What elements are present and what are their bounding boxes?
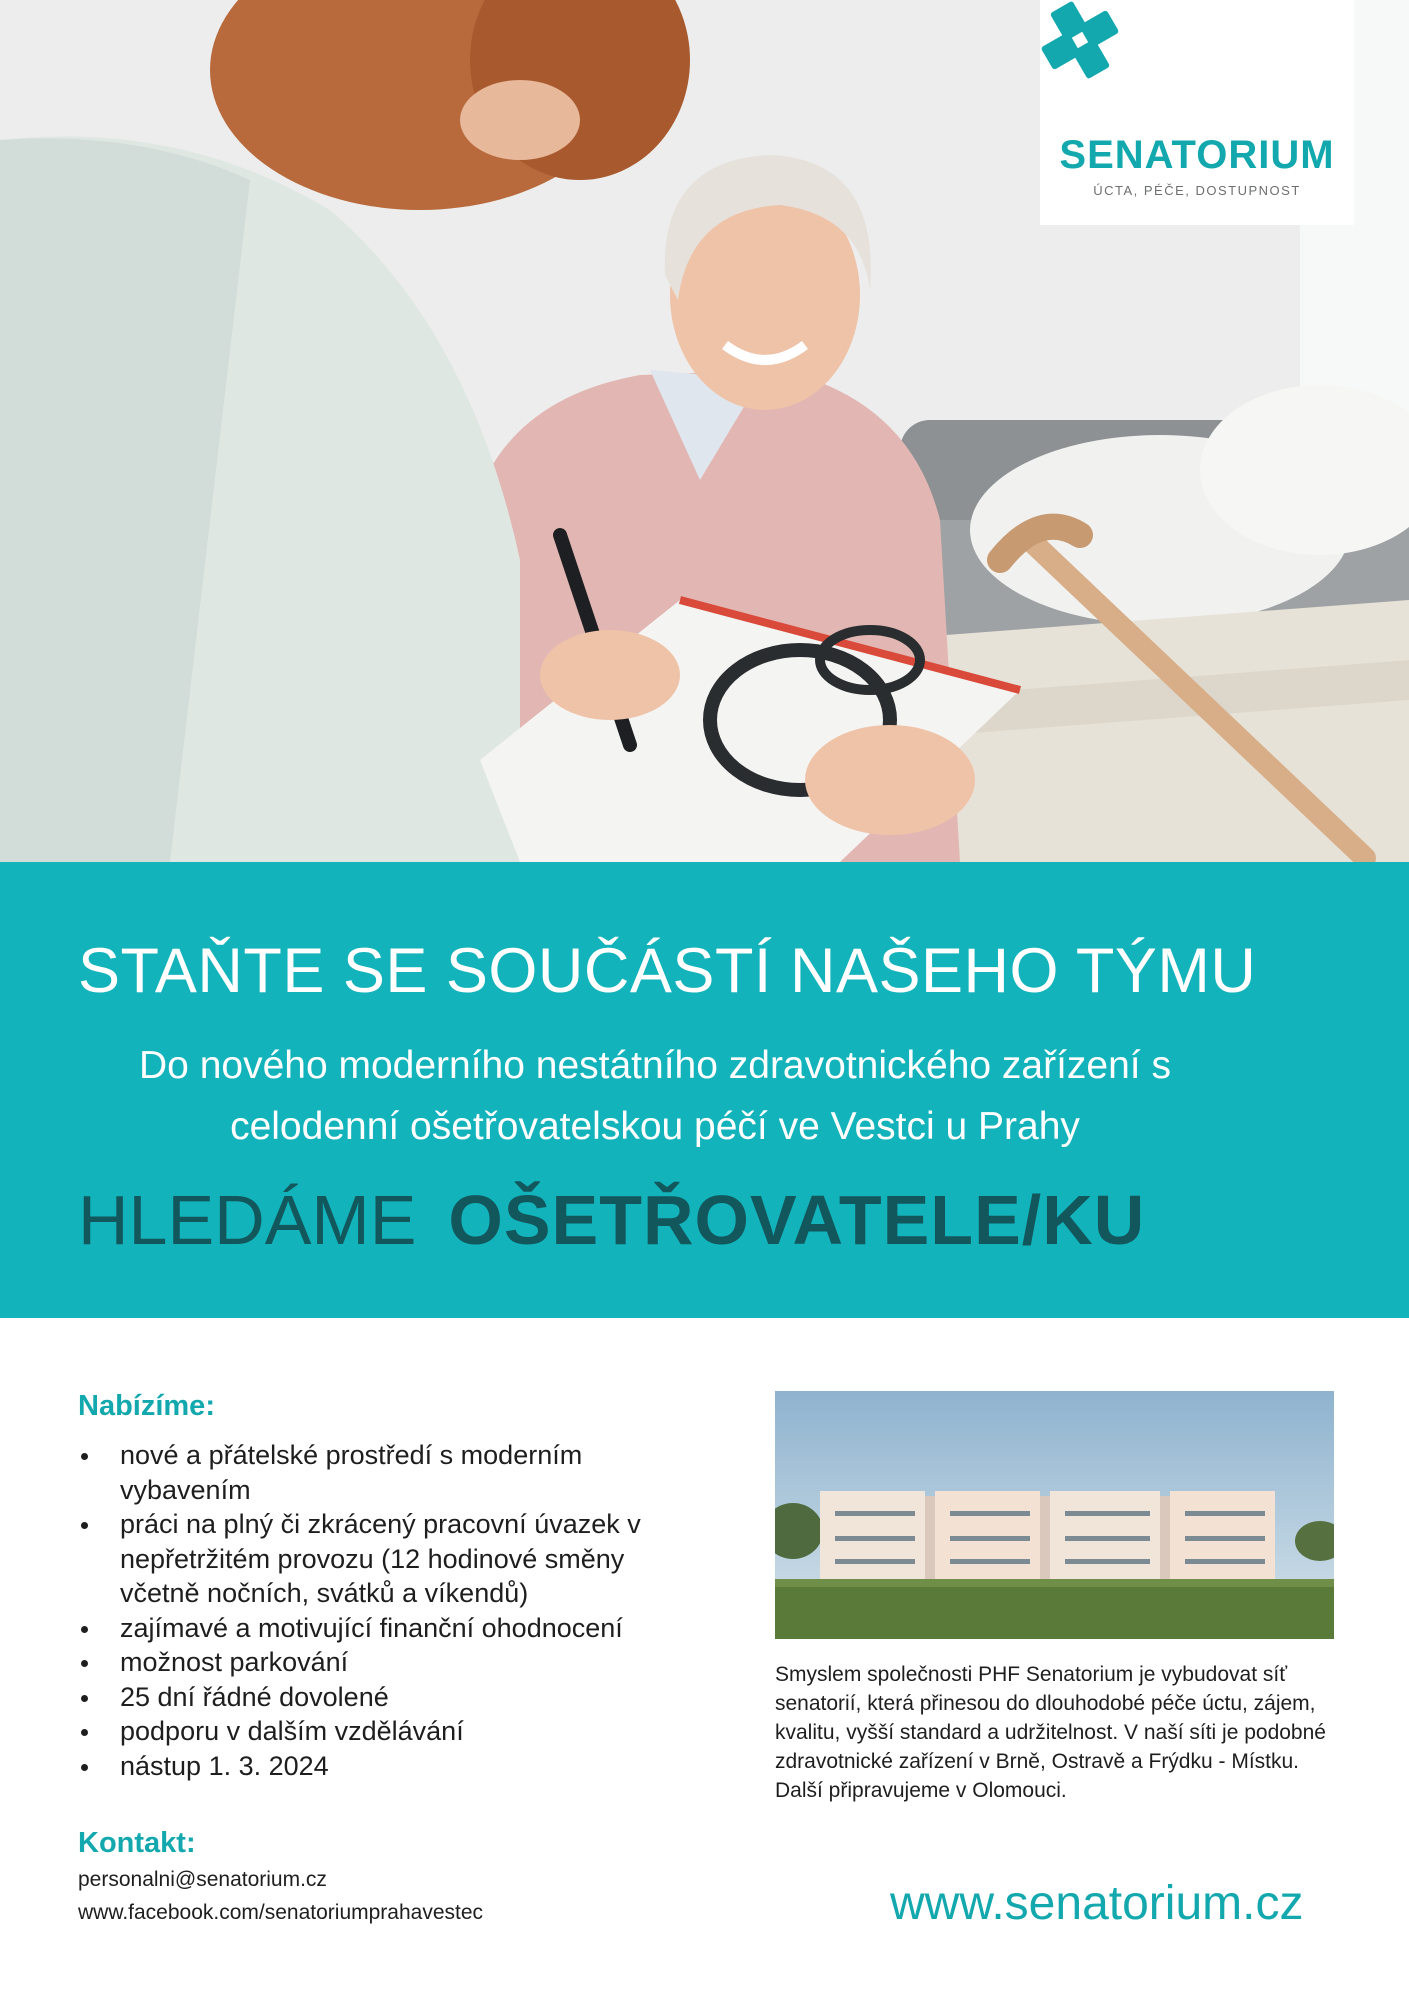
about-text: Smyslem společnosti PHF Senatorium je vybudovat síť senatorií, která přinesou do dlouhodobé péče úctu, zájem, kvalitu, vyšší standard a udržitelnost. V naší síti je podobné zdravotnické zařízení v Brně, Ostravě a Frýdku - Místku. Další připravujeme v Olomouci. [775,1663,1326,1802]
senatorium-cross-icon [1040,0,1120,80]
headline-title: STAŇTE SE SOUČÁSTÍ NAŠEHO TÝMU [78,936,1257,1006]
website-link[interactable]: www.senatorium.cz [890,1877,1304,1930]
hiring-line [78,1180,1145,1260]
offer-item: možnost parkování [78,1645,698,1680]
offer-item: 25 dní řádné dovolené [78,1680,698,1715]
senatorium-logo [1040,0,1354,225]
position-title: OŠETŘOVATELE/KU [448,1181,1146,1259]
offer-heading: Nabízíme: [78,1390,215,1422]
subtitle-line-1: Do nového moderního nestátního zdravotnického zařízení s [139,1044,1171,1087]
offer-item: podporu v dalším vzdělávání [78,1714,698,1749]
headline-subtitle [40,1035,1270,1157]
logo-tagline: ÚCTA, PÉČE, DOSTUPNOST [1093,183,1301,198]
contact-heading: Kontakt: [78,1827,196,1859]
offer-item: zajímavé a motivující finanční ohodnocení [78,1611,698,1646]
offer-list [78,1438,698,1783]
subtitle-line-2: celodenní ošetřovatelskou péčí ve Vestci u Prahy [230,1105,1080,1148]
hledame-label: HLEDÁME [78,1181,417,1259]
building-photo-icon [775,1391,1334,1639]
offer-item: práci na plný či zkrácený pracovní úvazek v nepřetržitém provozu (12 hodinové směny včetně nočních, svátků a víkendů) [78,1507,698,1611]
building-photo [775,1391,1334,1639]
offer-item: nové a přátelské prostředí s moderním vybavením [78,1438,698,1507]
offer-item: nástup 1. 3. 2024 [78,1749,698,1784]
hero-photo [0,0,1409,862]
contact-email-link[interactable]: personalni@senatorium.cz [78,1868,327,1891]
contact-facebook-link[interactable]: www.facebook.com/senatoriumprahavestec [78,1901,484,1924]
logo-name: SENATORIUM [1059,133,1335,177]
